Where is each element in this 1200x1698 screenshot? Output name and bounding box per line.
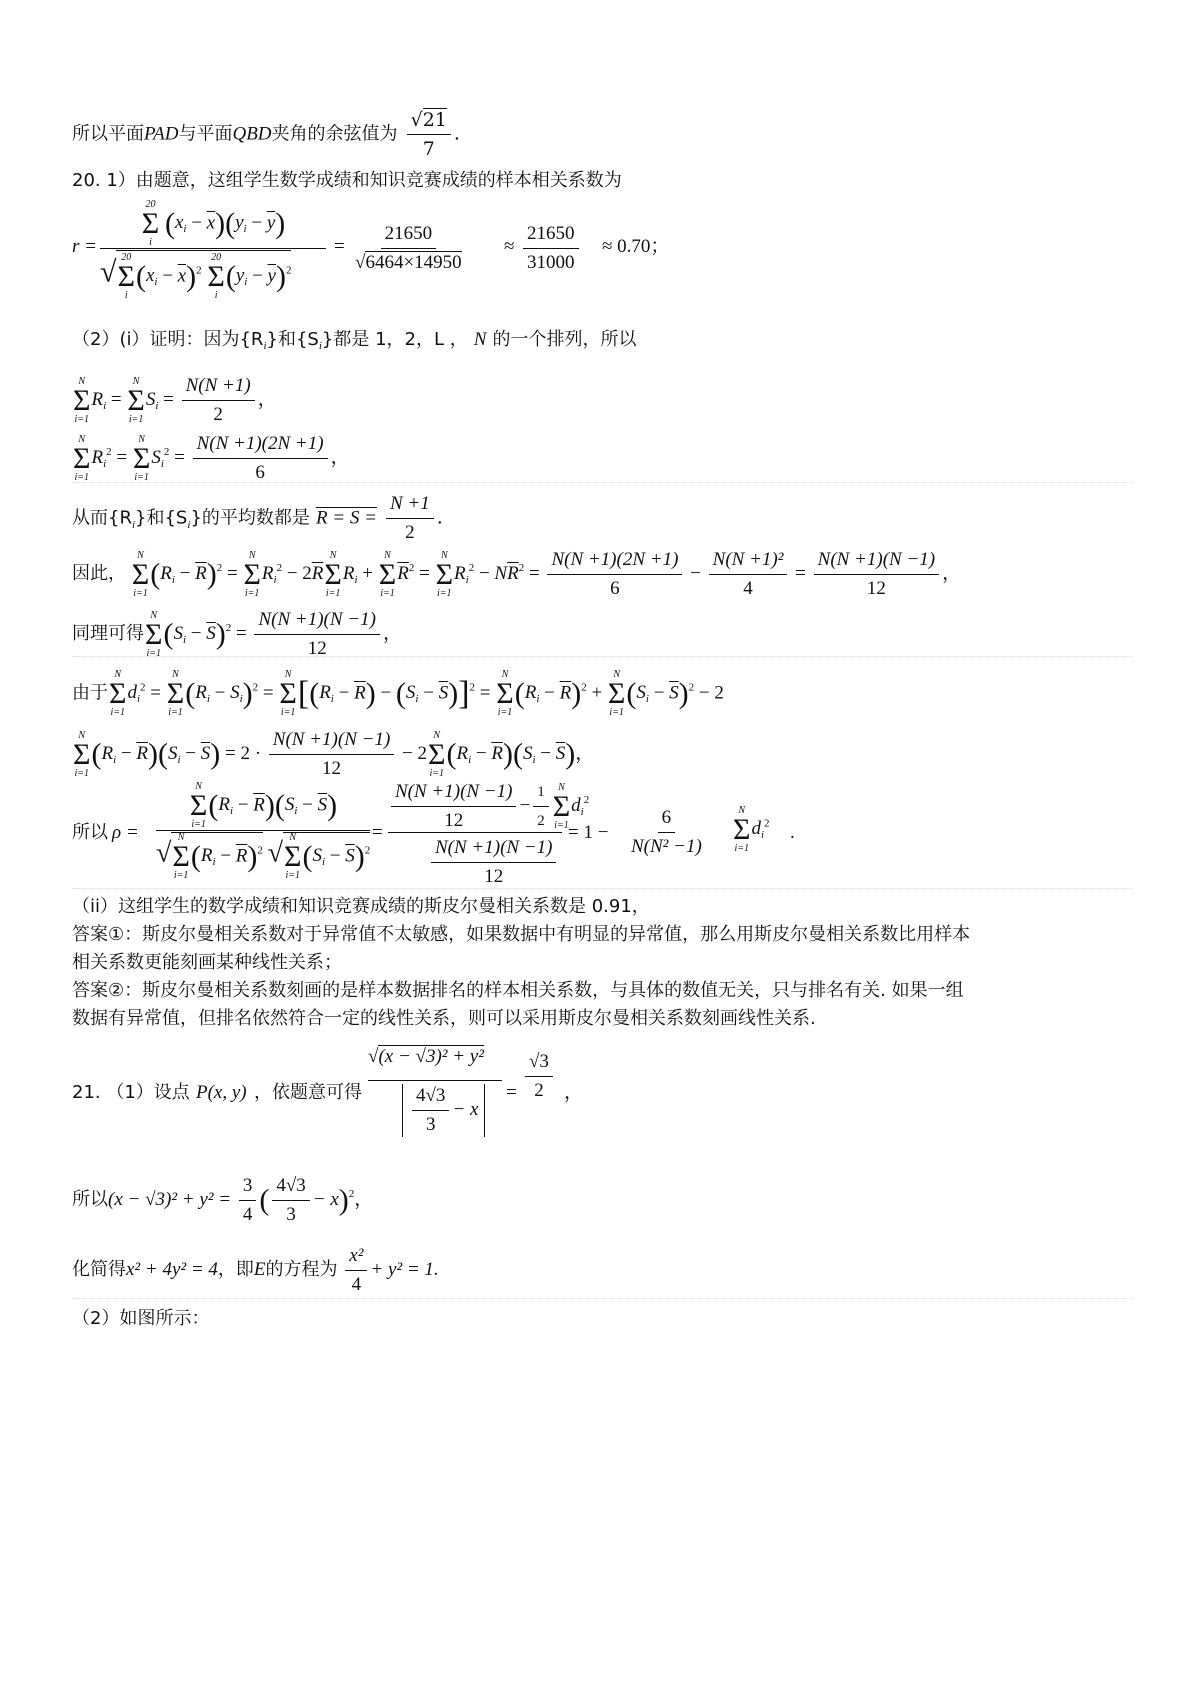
divider	[72, 656, 1132, 657]
sqrt-value: 6464×14950	[365, 252, 462, 273]
numerator: N(N +1)(N −1)	[431, 836, 556, 863]
denominator: 12	[866, 578, 886, 599]
denominator: 2	[405, 522, 415, 543]
denominator: N(N² −1)	[631, 836, 702, 857]
numerator: N +1	[386, 492, 434, 519]
r-denominator: √ 20 Σ i $(x_i - \overline{x})^2$ 20 Σ i $(y_i - \overline{y})^2$	[100, 252, 292, 301]
line-answer2-b: 数据有异常值，但排名依然符合一定的线性关系，则可以采用斯皮尔曼相关系数刻画线性关系.	[72, 1008, 816, 1029]
fraction-n-n1-2	[182, 374, 255, 427]
line-mean: 从而$\{R_i\}$和$\{S_i\}$的平均数都是 R = S = $\frac{N +1}{2}$ .	[72, 493, 443, 543]
text: 21. （1）设点	[72, 1082, 190, 1103]
fraction-21650-sqrt: $\frac{21650}{√6464\times 14950}$	[355, 223, 462, 273]
minus-x: − x	[452, 1098, 479, 1120]
numerator: N(N +1)²	[709, 548, 788, 575]
fraction-six	[627, 806, 706, 859]
denominator: 12	[307, 638, 327, 659]
period: .	[453, 122, 460, 145]
fraction	[254, 608, 379, 661]
numerator: √3	[525, 1050, 553, 1077]
comma: ，	[564, 1082, 584, 1103]
fraction-3	[814, 548, 939, 601]
numerator: 21650	[523, 222, 579, 249]
numerator: x²	[345, 1244, 367, 1271]
text: 与平面	[178, 123, 233, 145]
line-figure-ref: （2）如图所示：	[72, 1308, 210, 1329]
numerator: 21650	[381, 222, 437, 249]
text: （2）(i）证明：因为{R	[72, 329, 264, 350]
tail: − 2	[698, 682, 724, 704]
numerator: 6	[658, 806, 676, 833]
formula-sum-d: 由于 N Σ i=1 $d_i^2$ = N Σ i=1 $(R_i - S_i)^2$ = N Σ i=1 $[(R_i - \overline{R}) - (S_i - \overline{S})]^2$ = N Σ i=1 $(R_i - \overline{R})^2$ + N Σ i=1 $(S_i - \overline{S})^2 - 2$	[72, 669, 724, 718]
equation: x² + 4y² = 4	[126, 1258, 218, 1280]
line-proof-intro: （2）(i）证明：因为$\{R_i\}$和$\{S_i\}$都是 1，2，L ， N 的一个排列，所以	[72, 329, 637, 352]
text: }和{S	[266, 329, 319, 350]
divider	[72, 1298, 1132, 1299]
eq: = 2 ·	[225, 742, 262, 764]
numerator: 3	[239, 1174, 257, 1201]
fraction-2	[709, 548, 788, 601]
fraction	[269, 728, 394, 781]
tail: + y² = 1.	[370, 1258, 439, 1280]
denominator: 12	[322, 758, 342, 779]
rho-denominator: √ N Σ i=1 $(R_i - \overline{R})^2$ √ N Σ i=1 $(S_i - \overline{S})^2$	[156, 832, 371, 881]
text: }的平均数都是	[190, 507, 310, 529]
curve-e: E	[253, 1258, 266, 1280]
numerator: 4√3	[412, 1084, 449, 1111]
n-symbol: N	[473, 329, 487, 350]
r-numerator: 20 Σ i $(x_i - \overline{x})(y_i - \overline{y})$	[141, 199, 286, 248]
line-answer1-a: 答案①：斯皮尔曼相关系数对于异常值不太敏感，如果数据中有明显的异常值，那么用斯皮尔曼相关系数比用样本	[72, 924, 971, 945]
one-minus: = 1 −	[568, 822, 609, 843]
line-spearman-value: （ii）这组学生的数学成绩和知识竞赛成绩的斯皮尔曼相关系数是 0.91，	[72, 896, 650, 917]
half-num: 1	[533, 780, 549, 807]
comma: ，	[575, 742, 595, 764]
denominator: 4	[242, 1204, 253, 1225]
numerator: (x − √3)² + y²	[378, 1046, 484, 1067]
formula-sum-r-squared: N Σ i=1 $R_i^2$ = N Σ i=1 $S_i^2$ = $\frac{N(N +1)(2N +1)}{6}$ ，	[73, 433, 350, 483]
fraction-n1-2	[386, 492, 434, 545]
fraction-sum-squares	[193, 432, 328, 485]
denominator: 12	[484, 866, 504, 887]
denominator: 2	[534, 1080, 544, 1101]
text: ，即	[217, 1258, 254, 1280]
text: 所以	[72, 822, 108, 843]
rho-mid-denominator	[431, 836, 556, 889]
fraction-sqrt21-7: $\frac{√21}{7}$	[407, 108, 451, 161]
sum-top: 20	[145, 199, 156, 210]
formula-variance-s: 同理可得 N Σ i=1 $(S_i - \overline{S})^2$ = $\frac{N(N +1)(N -1)}{12}$ ，	[72, 609, 402, 659]
divider	[72, 482, 1132, 483]
period: .	[436, 506, 443, 529]
denominator: 3	[425, 1114, 436, 1135]
text: 所以	[72, 1188, 108, 1210]
formula-ellipse	[72, 1244, 439, 1297]
denominator: 2	[213, 404, 223, 425]
r-value: ≈ 0.70；	[602, 236, 670, 257]
minus-two: − 2	[402, 742, 427, 764]
comma: ，	[942, 562, 962, 584]
text: 夹角的余弦值为	[271, 123, 398, 145]
numerator: N(N +1)(N −1)	[391, 780, 516, 807]
formula-sum-r: N Σ i=1 $R_i$ = N Σ i=1 $S_i$ = $\frac{N(N +1)}{2}$ ，	[73, 375, 277, 425]
r-symbol: r =	[72, 236, 97, 257]
comma: ，	[257, 388, 277, 410]
numerator: N(N +1)(2N +1)	[547, 548, 682, 575]
rho-mid-numerator: $\frac{N(N +1)(N -1)}{12}$ − $\frac{1}{2}$ N Σ i=1 $d_i^2$	[388, 780, 562, 833]
denominator: 6	[255, 462, 265, 483]
denominator: 4	[351, 1274, 362, 1295]
line-cosine-result	[72, 108, 460, 161]
denominator: 4	[743, 578, 753, 599]
formula-squared: 所以(x − √3)² + y² = $\frac{3}{4}$ ( $\frac{4√3}{3}$ − x)$^2$，	[72, 1175, 374, 1225]
numerator: N(N +1)(2N +1)	[193, 432, 328, 459]
numerator: N(N +1)(N −1)	[254, 608, 379, 635]
denominator: 12	[444, 810, 464, 831]
text: 的方程为	[265, 1258, 338, 1280]
comma: ，	[382, 622, 402, 644]
line-answer1-b: 相关系数更能刻画某种线性关系；	[72, 952, 342, 973]
period: .	[790, 822, 795, 843]
fraction-21650-31000	[523, 222, 579, 275]
formula-cross-term: N Σ i=1 $(R_i - \overline{R})(S_i - \overline{S}) = 2$ · $\frac{N(N +1)(N -1)}{12}$ − 2 N Σ i=1 $(R_i - \overline{R})(S_i - \overline{S})$，	[73, 729, 595, 779]
fraction-1	[547, 548, 682, 601]
sum-bottom: i	[149, 237, 152, 248]
numerator: N(N +1)	[182, 374, 255, 401]
numerator: N(N +1)(N −1)	[269, 728, 394, 755]
numerator: N(N +1)(N −1)	[814, 548, 939, 575]
rho-symbol: ρ =	[112, 822, 139, 843]
text: 由于	[72, 682, 108, 704]
divider	[72, 888, 1132, 889]
comma: ，	[354, 1188, 374, 1210]
lhs: (x − √3)² + y² =	[108, 1188, 232, 1210]
text: 的一个排列，所以	[492, 329, 637, 350]
denominator: 31000	[527, 252, 575, 273]
half-den: 2	[537, 813, 545, 829]
mean-eq: R = S =	[315, 507, 377, 529]
comma: ，	[330, 446, 350, 468]
text: }都是 1，2，L ，	[321, 329, 468, 350]
line-answer2-a: 答案②：斯皮尔曼相关系数刻画的是样本数据排名的样本相关系数，与具体的数值无关，只与排名有关. 如果一组	[72, 980, 964, 1001]
fraction-sqrt3-2	[525, 1050, 553, 1103]
text: }和{S	[135, 507, 188, 529]
text: 因此，	[72, 562, 126, 584]
abs-denominator	[402, 1084, 485, 1137]
denominator: 3	[286, 1204, 296, 1225]
text: 所以平面	[72, 123, 144, 145]
minus-x: − x	[312, 1188, 339, 1210]
text: 从而{R	[72, 507, 132, 529]
point-p: P(x, y)	[196, 1082, 247, 1103]
text: 同理可得	[72, 622, 144, 644]
numerator: 4√3	[272, 1174, 309, 1201]
numerator: 21	[422, 109, 447, 131]
denominator: 7	[422, 138, 435, 160]
rho-numerator: N Σ i=1 $(R_i - \overline{R})(S_i - \overline{S})$	[189, 781, 338, 830]
plane-pad: PAD	[144, 123, 179, 145]
text: ，依题意可得	[254, 1082, 362, 1103]
plane-qbd: QBD	[232, 123, 272, 145]
denominator: 6	[610, 578, 620, 599]
formula-variance-r: 因此， N Σ i=1 $(R_i - \overline{R})^2$ = N Σ i=1 $R_i^2 - 2\overline{R}$ N Σ i=1 $R_i$ + N Σ i=1 $\overline{R}^2$ = N Σ i=1 $R_i^2 - N\overline{R}^2$ = $\frac{N(N +1)(2N +1)}{6}$ − $\frac{\text{N(N +1)²}}{4}$ = $\frac{N(N +1)(N -1)}{12}$ ，	[72, 549, 962, 599]
line-q20-intro: 20. 1）由题意，这组学生数学成绩和知识竞赛成绩的样本相关系数为	[72, 170, 622, 191]
text: 化简得	[72, 1258, 126, 1280]
